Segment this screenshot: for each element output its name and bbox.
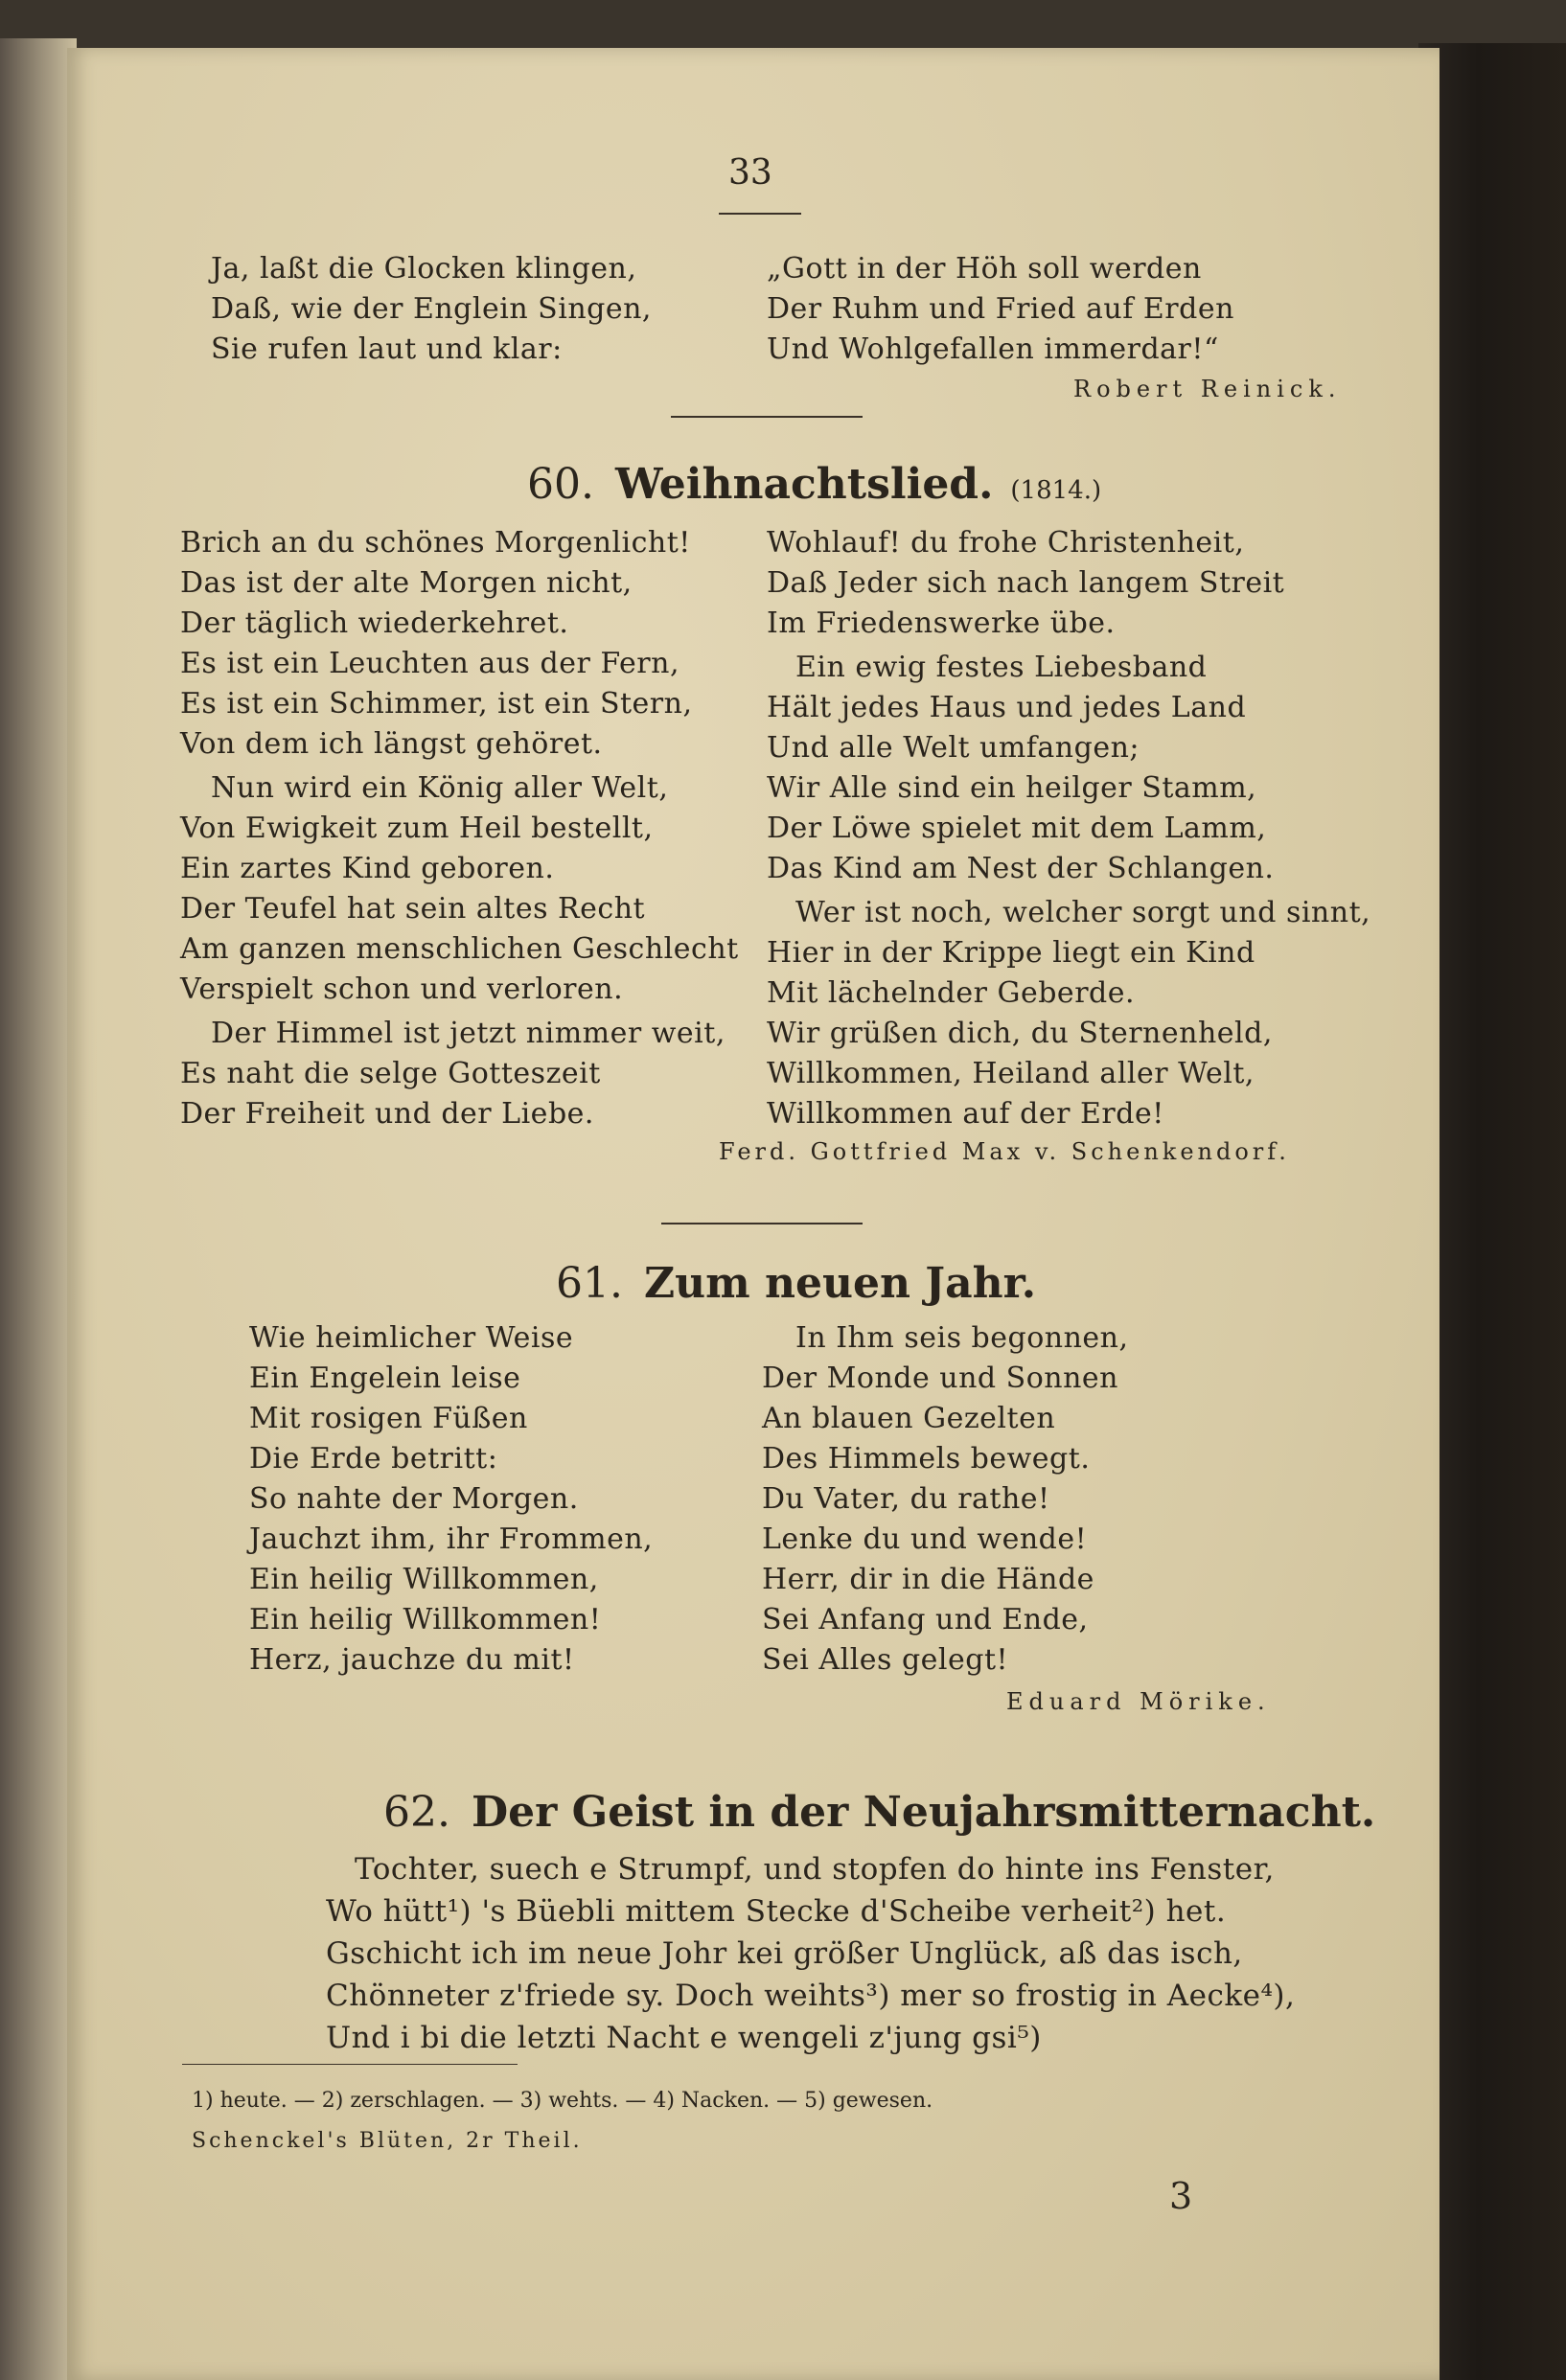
author-credit: Robert Reinick. bbox=[1073, 376, 1342, 402]
verse-line: Und Wohlgefallen immerdar!“ bbox=[767, 332, 1219, 366]
verse-line: Des Himmels bewegt. bbox=[762, 1442, 1091, 1476]
book-cover-board bbox=[1418, 43, 1566, 2380]
verse-line: Daß, wie der Englein Singen, bbox=[211, 292, 652, 326]
verse-line: Wohlauf! du frohe Christenheit, bbox=[767, 526, 1245, 560]
verse-line: Gschicht ich im neue Johr kei größer Unglück, aß das isch, bbox=[326, 1936, 1243, 1971]
verse-line: Der Teufel hat sein altes Recht bbox=[180, 892, 646, 926]
verse-line: Mit lächelnder Geberde. bbox=[767, 976, 1136, 1010]
verse-line: Du Vater, du rathe! bbox=[762, 1482, 1050, 1516]
verse-line: Herz, jauchze du mit! bbox=[249, 1643, 575, 1677]
verse-line: „Gott in der Höh soll werden bbox=[767, 252, 1202, 286]
verse-line: Der Himmel ist jetzt nimmer weit, bbox=[211, 1017, 725, 1050]
verse-line: Der Ruhm und Fried auf Erden bbox=[767, 292, 1234, 326]
verse-line: Es ist ein Leuchten aus der Fern, bbox=[180, 647, 680, 680]
verse-line: Sei Anfang und Ende, bbox=[762, 1603, 1089, 1636]
verse-line: So nahte der Morgen. bbox=[249, 1482, 579, 1516]
verse-line: Der Freiheit und der Liebe. bbox=[180, 1097, 594, 1131]
verse-line: Der täglich wiederkehret. bbox=[180, 606, 569, 640]
poem-year: (1814.) bbox=[1010, 476, 1102, 505]
verse-line: Ein Engelein leise bbox=[249, 1362, 521, 1395]
verse-line: An blauen Gezelten bbox=[762, 1402, 1056, 1435]
verse-line: Hier in der Krippe liegt ein Kind bbox=[767, 936, 1255, 970]
verse-line: Ein zartes Kind geboren. bbox=[180, 852, 555, 885]
poem-heading bbox=[527, 460, 1101, 509]
signature-mark: 3 bbox=[1169, 2175, 1193, 2217]
verse-line: Wer ist noch, welcher sorgt und sinnt, bbox=[795, 896, 1371, 929]
verse-line: Wo hütt¹) 's Büebli mittem Stecke d'Scheibe verheit²) het. bbox=[326, 1894, 1227, 1929]
page-number: 33 bbox=[728, 153, 772, 193]
verse-line: Und i bi die letzti Nacht e wengeli z'jung gsi⁵) bbox=[326, 2021, 1042, 2055]
verse-line: Tochter, suech e Strumpf, und stopfen do hinte ins Fenster, bbox=[355, 1852, 1275, 1887]
poem-title: Weihnachtslied. bbox=[614, 460, 994, 509]
footnote-rule bbox=[182, 2064, 518, 2065]
verse-line: Daß Jeder sich nach langem Streit bbox=[767, 566, 1285, 600]
poem-number: 61. bbox=[556, 1259, 623, 1308]
verse-line: Von Ewigkeit zum Heil bestellt, bbox=[180, 812, 654, 845]
verse-line: Der Löwe spielet mit dem Lamm, bbox=[767, 812, 1267, 845]
verse-line: Sei Alles gelegt! bbox=[762, 1643, 1009, 1677]
verse-line: Ja, laßt die Glocken klingen, bbox=[211, 252, 637, 286]
book-page bbox=[67, 48, 1439, 2380]
verse-line: Wie heimlicher Weise bbox=[249, 1321, 574, 1355]
book-binding bbox=[0, 38, 77, 2380]
verse-line: Jauchzt ihm, ihr Frommen, bbox=[249, 1522, 654, 1556]
verse-line: Es naht die selge Gotteszeit bbox=[180, 1057, 601, 1090]
author-credit: Ferd. Gottfried Max v. Schenkendorf. bbox=[719, 1138, 1290, 1165]
poem-title: Zum neuen Jahr. bbox=[643, 1259, 1037, 1308]
verse-line: Sie rufen laut und klar: bbox=[211, 332, 563, 366]
poem-heading bbox=[383, 1788, 1375, 1837]
verse-line: Das ist der alte Morgen nicht, bbox=[180, 566, 633, 600]
verse-line: Am ganzen menschlichen Geschlecht bbox=[180, 932, 739, 966]
verse-line: Ein heilig Willkommen, bbox=[249, 1563, 599, 1596]
verse-line: Mit rosigen Füßen bbox=[249, 1402, 528, 1435]
section-rule bbox=[661, 1223, 863, 1224]
verse-line: Willkommen, Heiland aller Welt, bbox=[767, 1057, 1255, 1090]
verse-line: Willkommen auf der Erde! bbox=[767, 1097, 1164, 1131]
author-credit: Eduard Mörike. bbox=[1006, 1688, 1271, 1715]
poem-heading bbox=[556, 1259, 1036, 1308]
verse-line: Hält jedes Haus und jedes Land bbox=[767, 691, 1247, 724]
verse-line: Ein ewig festes Liebesband bbox=[795, 651, 1208, 684]
verse-line: Herr, dir in die Hände bbox=[762, 1563, 1094, 1596]
poem-number: 60. bbox=[527, 460, 594, 509]
verse-line: Die Erde betritt: bbox=[249, 1442, 498, 1476]
verse-line: Lenke du und wende! bbox=[762, 1522, 1088, 1556]
poem-number: 62. bbox=[383, 1788, 450, 1837]
verse-line: Verspielt schon und verloren. bbox=[180, 973, 624, 1006]
verse-line: Im Friedenswerke übe. bbox=[767, 606, 1116, 640]
verse-line: Nun wird ein König aller Welt, bbox=[211, 771, 669, 805]
verse-line: In Ihm seis begonnen, bbox=[795, 1321, 1129, 1355]
verse-line: Wir Alle sind ein heilger Stamm, bbox=[767, 771, 1257, 805]
poem-title: Der Geist in der Neujahrsmitternacht. bbox=[471, 1788, 1376, 1837]
footnotes: 1) heute. — 2) zerschlagen. — 3) wehts. — 4) Nacken. — 5) gewesen. bbox=[192, 2089, 933, 2113]
verse-line: Das Kind am Nest der Schlangen. bbox=[767, 852, 1275, 885]
verse-line: Wir grüßen dich, du Sternenheld, bbox=[767, 1017, 1273, 1050]
verse-line: Es ist ein Schimmer, ist ein Stern, bbox=[180, 687, 693, 721]
verse-line: Brich an du schönes Morgenlicht! bbox=[180, 526, 691, 560]
header-rule bbox=[719, 213, 801, 215]
verse-line: Chönneter z'friede sy. Doch weihts³) mer so frostig in Aecke⁴), bbox=[326, 1979, 1296, 2013]
verse-line: Ein heilig Willkommen! bbox=[249, 1603, 602, 1636]
printer-imprint: Schenckel's Blüten, 2r Theil. bbox=[192, 2129, 583, 2153]
verse-line: Von dem ich längst gehöret. bbox=[180, 727, 603, 761]
verse-line: Der Monde und Sonnen bbox=[762, 1362, 1118, 1395]
section-rule bbox=[671, 416, 863, 418]
verse-line: Und alle Welt umfangen; bbox=[767, 731, 1140, 765]
